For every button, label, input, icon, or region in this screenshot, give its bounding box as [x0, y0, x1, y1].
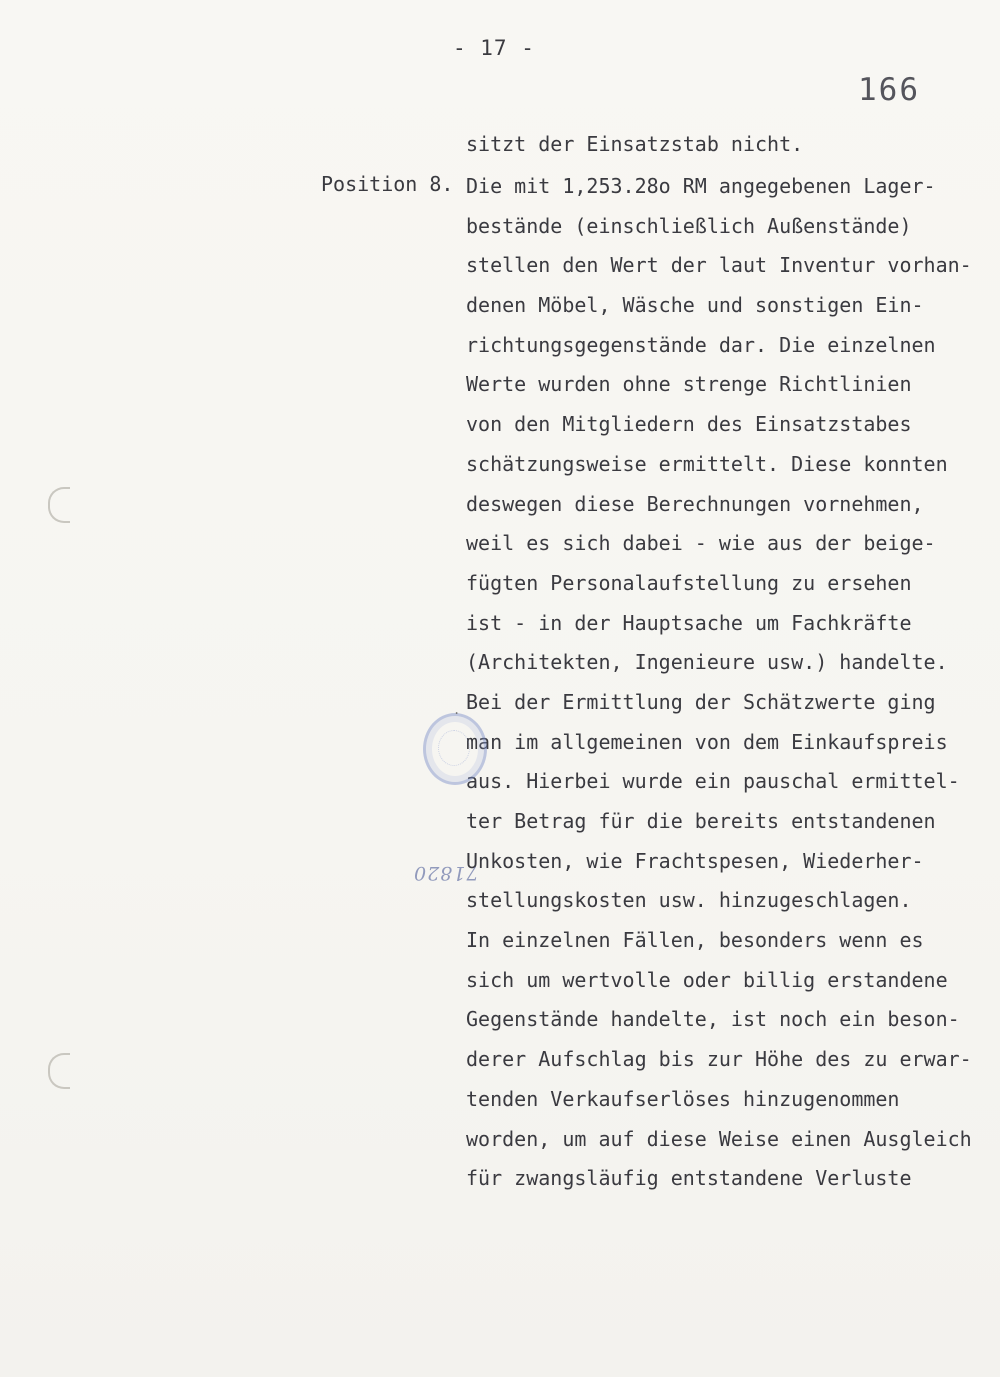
- archive-number: 71820: [413, 862, 479, 884]
- text-line: Unkosten, wie Frachtspesen, Wiederher-: [466, 848, 924, 873]
- text-line: fügten Personalaufstellung zu ersehen: [466, 570, 912, 595]
- punch-hole: [48, 487, 70, 523]
- text-line: denen Möbel, Wäsche und sonstigen Ein-: [466, 293, 924, 318]
- text-line: stellen den Wert der laut Inventur vorhan-: [466, 253, 972, 278]
- punch-hole: [48, 1053, 70, 1089]
- text-line: derer Aufschlag bis zur Höhe des zu erwar-: [466, 1047, 972, 1072]
- text-line: von den Mitgliedern des Einsatzstabes: [466, 412, 912, 437]
- text-line: man im allgemeinen von dem Einkaufspreis: [466, 729, 948, 754]
- body-text: [466, 172, 986, 1204]
- text-line: deswegen diese Berechnungen vornehmen,: [466, 491, 924, 516]
- continuation-line: sitzt der Einsatzstab nicht.: [466, 132, 804, 156]
- page-number: - 17 -: [453, 36, 535, 60]
- text-line: stellungskosten usw. hinzugeschlagen.: [466, 888, 912, 913]
- text-line: schätzungsweise ermittelt. Diese konnten: [466, 451, 948, 476]
- text-line: sich um wertvolle oder billig erstandene: [466, 967, 948, 992]
- text-line: Werte wurden ohne strenge Richtlinien: [466, 372, 912, 397]
- text-line: In einzelnen Fällen, besonders wenn es: [466, 928, 924, 953]
- stamp-ring: [438, 730, 470, 766]
- text-line: weil es sich dabei - wie aus der beige-: [466, 531, 936, 556]
- text-line: ter Betrag für die bereits entstandenen: [466, 809, 936, 833]
- text-line: aus. Hierbei wurde ein pauschal ermittel-: [466, 769, 960, 794]
- folio-number: 166: [858, 72, 920, 108]
- text-line: worden, um auf diese Weise einen Ausgleich: [466, 1126, 972, 1151]
- text-line: Gegenstände handelte, ist noch ein beson-: [466, 1007, 960, 1032]
- position-label: Position 8.: [321, 172, 454, 196]
- text-line: für zwangsläufig entstandene Verluste: [466, 1166, 912, 1191]
- text-line: (Architekten, Ingenieure usw.) handelte.: [466, 650, 948, 675]
- text-line: ist - in der Hauptsache um Fachkräfte: [466, 610, 912, 635]
- text-line: bestände (einschließlich Außenstände): [466, 213, 912, 238]
- margin-mark: .: [453, 703, 461, 717]
- text-line: Die mit 1,253.28o RM angegebenen Lager-: [466, 174, 936, 198]
- text-line: Bei der Ermittlung der Schätzwerte ging: [466, 689, 936, 714]
- text-line: richtungsgegenstände dar. Die einzelnen: [466, 332, 936, 357]
- archive-stamp: [423, 713, 487, 785]
- text-line: tenden Verkaufserlöses hinzugenommen: [466, 1086, 900, 1111]
